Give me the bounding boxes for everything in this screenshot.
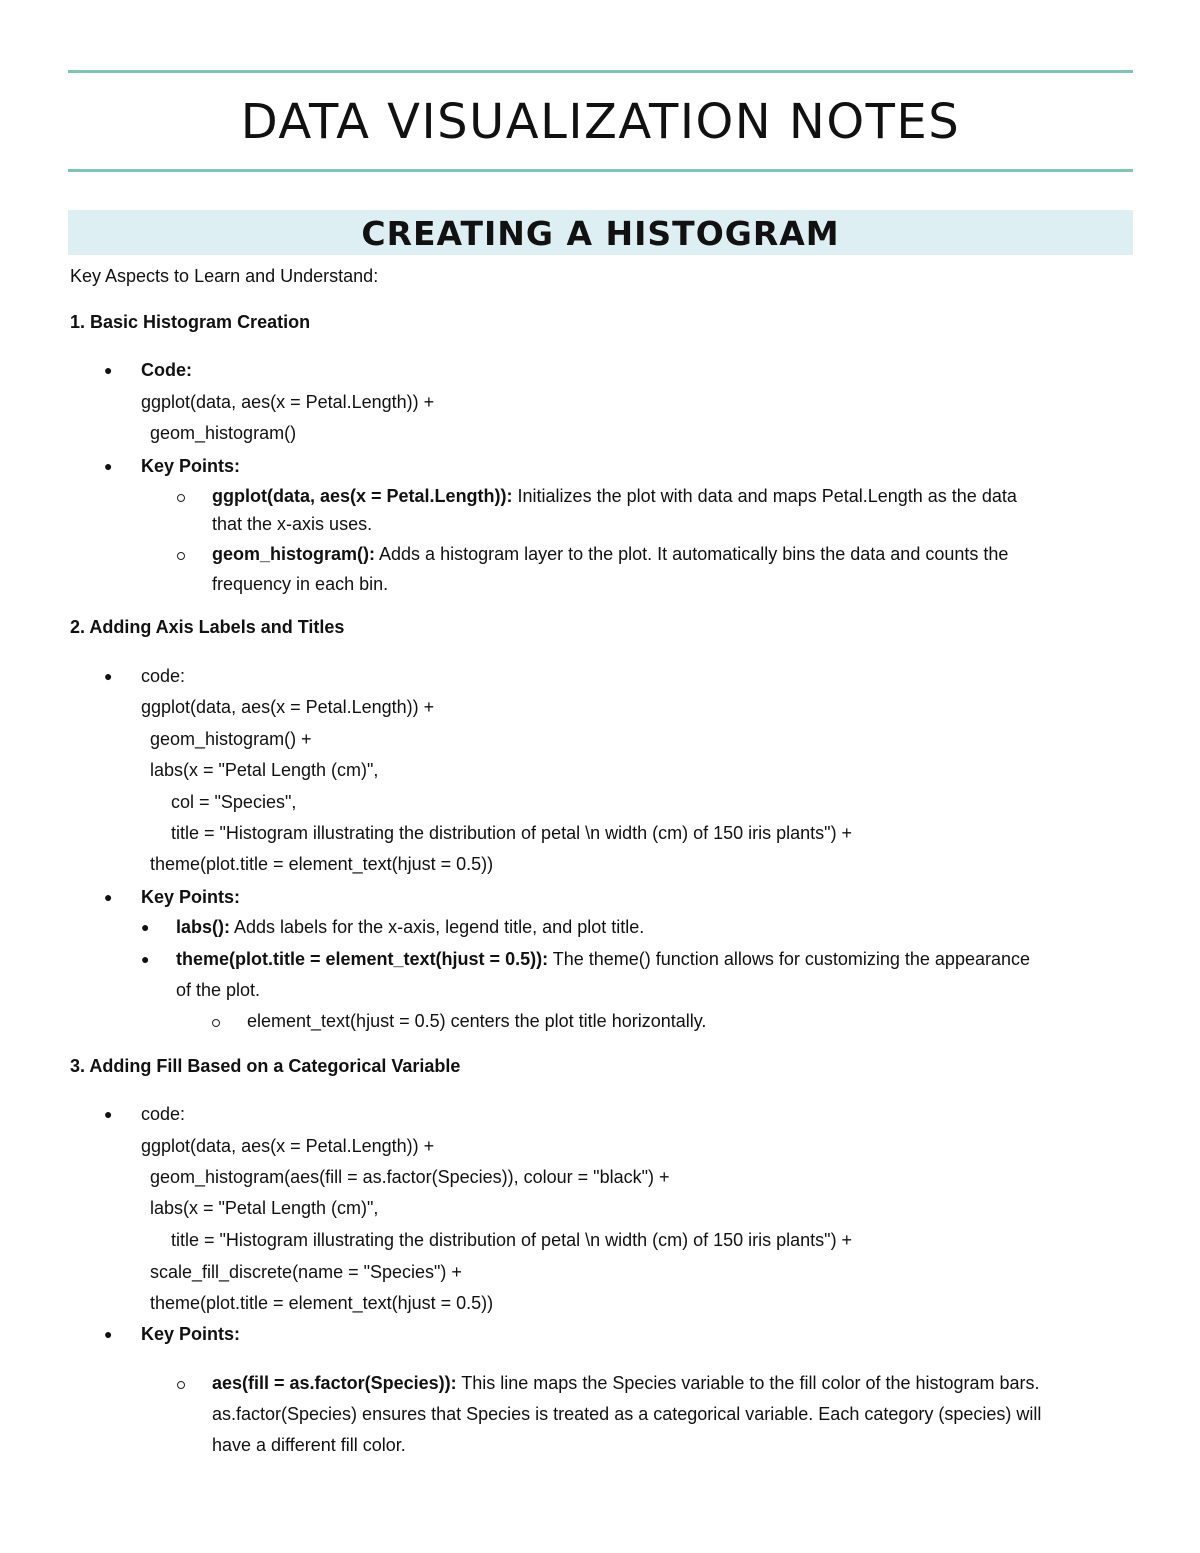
s3-keypoint-1: [212, 1371, 1040, 1395]
bullet-dot: ●: [104, 362, 113, 378]
s3-code-line: theme(plot.title = element_text(hjust = 0.5)): [150, 1293, 494, 1313]
s1-kp1-term: ggplot(data, aes(x = Petal.Length)):: [212, 486, 513, 506]
s2-code-line: title = "Histogram illustrating the distribution of petal \n width (cm) of 150 iris plants") +: [171, 823, 853, 843]
bullet-dot: ●: [104, 458, 113, 474]
s3-kp1-text-cont: as.factor(Species) ensures that Species is treated as a categorical variable. Each category (species) will: [212, 1404, 1042, 1424]
bullet-dot: ●: [104, 668, 113, 684]
s1-kp2-term: geom_histogram():: [212, 544, 376, 564]
s1-code-line: ggplot(data, aes(x = Petal.Length)) +: [141, 392, 435, 412]
s2-kp1-term: labs():: [176, 917, 230, 937]
s3-kp1-text-cont: have a different fill color.: [212, 1435, 406, 1455]
section-3-heading: 3. Adding Fill Based on a Categorical Variable: [70, 1056, 461, 1076]
circle-bullet-icon: [177, 1381, 185, 1389]
bullet-dot: ●: [104, 1106, 113, 1122]
s2-kp1-text: Adds labels for the x-axis, legend title, and plot title.: [230, 917, 645, 937]
bullet-dot: ●: [141, 951, 150, 967]
s2-code-label: code:: [141, 666, 186, 686]
s1-kp2-text: Adds a histogram layer to the plot. It automatically bins the data and counts the: [375, 544, 1009, 564]
document-title: DATA VISUALIZATION NOTES: [240, 94, 961, 150]
s3-code-line: scale_fill_discrete(name = "Species") +: [150, 1262, 462, 1282]
bullet-dot: ●: [141, 919, 150, 935]
s3-kp1-term: aes(fill = as.factor(Species)):: [212, 1373, 457, 1393]
s2-code-line: labs(x = "Petal Length (cm)",: [150, 760, 379, 780]
s1-kp1-text-cont: that the x-axis uses.: [212, 514, 373, 534]
s3-kp1-text: This line maps the Species variable to the fill color of the histogram bars.: [456, 1373, 1040, 1393]
bottom-rule: [68, 169, 1133, 172]
s2-kp2-text: The theme() function allows for customizing the appearance: [548, 949, 1030, 969]
s1-keypoints-label: Key Points:: [141, 456, 241, 476]
section-title: CREATING A HISTOGRAM: [361, 214, 840, 253]
s2-code-line: ggplot(data, aes(x = Petal.Length)) +: [141, 697, 435, 717]
section-1-heading: 1. Basic Histogram Creation: [70, 312, 311, 332]
s3-code-line: title = "Histogram illustrating the distribution of petal \n width (cm) of 150 iris plants") +: [171, 1230, 853, 1250]
s2-keypoint-1: [176, 915, 644, 939]
s1-kp2-text-cont: frequency in each bin.: [212, 574, 389, 594]
s3-keypoints-label: Key Points:: [141, 1324, 241, 1344]
s3-code-label: code:: [141, 1104, 186, 1124]
s2-keypoint-2: [176, 947, 1030, 971]
s3-code-line: ggplot(data, aes(x = Petal.Length)) +: [141, 1136, 435, 1156]
top-rule: [68, 70, 1133, 73]
s2-keypoints-label: Key Points:: [141, 887, 241, 907]
s3-code-line: labs(x = "Petal Length (cm)",: [150, 1198, 379, 1218]
s1-code-line: geom_histogram(): [150, 423, 297, 443]
s1-keypoint-1: [212, 484, 1017, 508]
s2-heading-text: 2. Adding Axis Labels and Titles: [70, 617, 345, 637]
s2-code-line: theme(plot.title = element_text(hjust = 0.5)): [150, 854, 494, 874]
s2-kp2-term: theme(plot.title = element_text(hjust = 0.5)):: [176, 949, 549, 969]
intro-text: Key Aspects to Learn and Understand:: [70, 266, 379, 286]
circle-bullet-icon: [212, 1019, 220, 1027]
s2-kp2-subpoint: element_text(hjust = 0.5) centers the plot title horizontally.: [247, 1011, 707, 1031]
s2-code-line: geom_histogram() +: [150, 729, 312, 749]
section-2-heading: [70, 615, 344, 639]
circle-bullet-icon: [177, 494, 185, 502]
s2-code-line: col = "Species",: [171, 792, 297, 812]
circle-bullet-icon: [177, 552, 185, 560]
bullet-dot: ●: [104, 889, 113, 905]
bullet-dot: ●: [104, 1326, 113, 1342]
s2-kp2-text-cont: of the plot.: [176, 980, 261, 1000]
s1-code-label: Code:: [141, 360, 192, 380]
s1-kp1-text: Initializes the plot with data and maps Petal.Length as the data: [512, 486, 1017, 506]
s3-code-line: geom_histogram(aes(fill = as.factor(Species)), colour = "black") +: [150, 1167, 670, 1187]
s1-keypoint-2: [212, 542, 1008, 566]
